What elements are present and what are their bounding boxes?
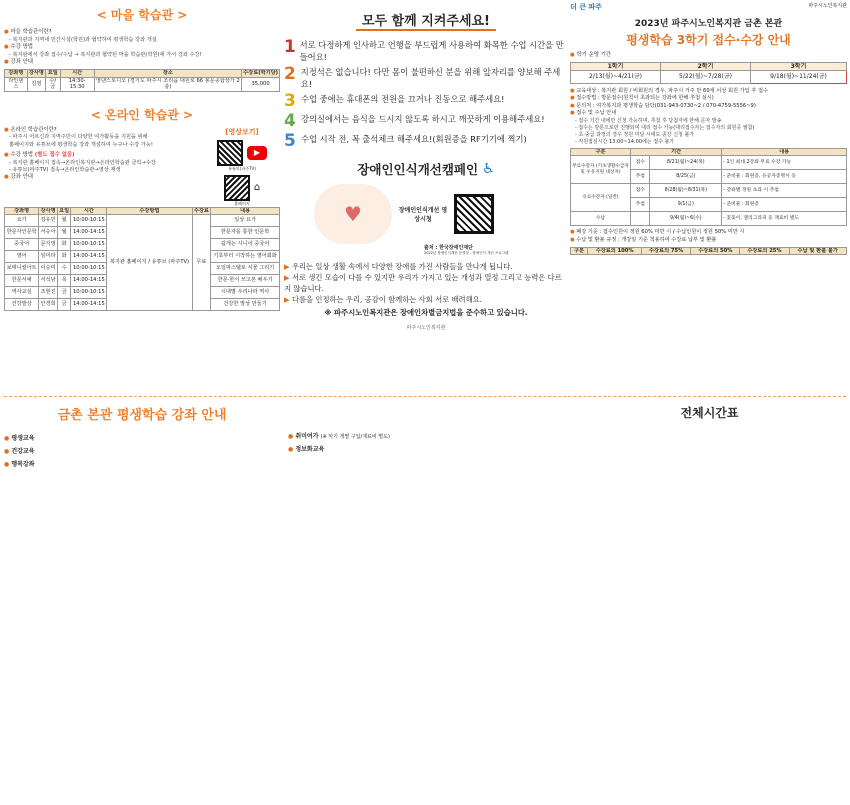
home-icon: ⌂ <box>253 182 261 194</box>
village-table <box>4 69 280 92</box>
campaign-b2: 서로 생긴 모습이 다를 수 있지만 우리가 가지고 있는 개성과 열정 그리고 능력은 다르지 않습니다. <box>284 273 562 293</box>
table-cell: 무료수강자 (기초생활수급자 및 우유지원 대상자) <box>571 156 631 184</box>
notice-l4: 접수 및 수납 안내 <box>576 110 617 117</box>
table-header-cell: 수강료 <box>193 207 209 214</box>
table-cell: - 꽃꽂이, 캘리그라피 등 재료비 별도 <box>722 212 847 226</box>
table-header-row <box>571 247 847 255</box>
rule-number: 4 <box>284 111 296 132</box>
table-cell: 10:00-10:15 <box>71 239 107 251</box>
timetable-title: 전체시간표 <box>680 406 739 420</box>
campaign-source: 출처 : 한국장애인재단 <box>424 245 473 252</box>
table-cell: 한문·한서 쓰고본 배우기 <box>211 275 280 287</box>
table-cell: 2/13(월)~4/21(금) <box>571 71 661 84</box>
table-header-cell: 기간 <box>631 148 722 156</box>
village-title: < 마을 학습관 > <box>96 8 188 22</box>
online-b2s1: - 복지관 홈페이지 접속→온라인복지관→온라인학습관 클릭→수강 <box>9 159 156 166</box>
table-cell: - 준비물 : 회원증, 유공자증명서 등 <box>722 170 847 184</box>
bullet-icon: ● <box>4 59 9 66</box>
cat-2: 건강교육 <box>11 448 35 455</box>
rules-list <box>284 39 568 150</box>
table-cell: 역사교실 <box>5 287 39 299</box>
table-cell: 서승아 <box>39 227 58 239</box>
table-header-cell: 1학기 <box>571 62 661 71</box>
table-cell: 9/1(금) <box>650 198 722 212</box>
table-cell: 문지영 <box>39 239 58 251</box>
table-cell: - 준비물 : 회원증 <box>722 198 847 212</box>
table-cell: 화 <box>57 251 70 263</box>
table-cell: 목 <box>57 275 70 287</box>
table-cell: 화 <box>57 239 70 251</box>
table-cell: 9/18(월)~11/24(금) <box>751 71 847 84</box>
notice-s1: - 접수 기간 내에만 신청 가능하며, 추첨 후 당첨자에 한해 문자 발송 <box>575 117 722 124</box>
table-header-cell: 강사명 <box>28 70 44 77</box>
table-cell: 기초부터 시작하는 영어회화 <box>211 251 280 263</box>
period-label: 학기 운영 기간 <box>576 52 612 58</box>
village-b2s: - 복지관에서 강좌 접수/수납 → 복지관과 협약된 마을 학습관(학원)에 가서 강좌 수강! <box>9 51 202 58</box>
table-cell: 임미라 <box>39 251 58 263</box>
online-b3: 강좌 안내 <box>10 174 33 181</box>
table-cell: 한문서예 <box>5 275 39 287</box>
table-cell: 추첨 <box>631 170 650 184</box>
qr1-label: 유튜브(파주TV) <box>228 165 256 171</box>
table-cell: 월 <box>57 215 70 227</box>
cat-4: 취미여가 <box>295 433 319 440</box>
notice-l2: 접수방법 : 방문접수(원칙이 초과되는 강좌에 한해 추첨 실시) <box>576 95 714 102</box>
table-cell: 월 <box>57 227 70 239</box>
table-cell: 건강한 발상 만들기 <box>211 299 280 311</box>
table-header-cell: 수강방법 <box>107 207 192 215</box>
table-header-cell: 장소 <box>94 70 241 78</box>
table-cell: 10:00-10:15 <box>71 287 107 299</box>
video-label: [영상보기] <box>225 127 259 136</box>
divider <box>4 396 846 397</box>
campaign-src2: 2022년 장애인식개선 동영상 - 장애인식 개선 프로그램 <box>424 251 509 256</box>
table-cell: 복지관 홈페이지 / 유튜브 (파주TV) <box>107 215 192 311</box>
youtube-icon[interactable]: ▶ <box>247 146 267 160</box>
notice-s2: - 접수는 방문으로만 진행되며 대리 접수 가능(대리접수자는 접수자의 회원증 필참) <box>575 124 755 131</box>
table-cell: 조현진 <box>39 287 58 299</box>
rule-text: 서로 다정하게 인사하고 언행을 부드럽게 사용하여 화목한 수업 시간을 만들어요! <box>299 40 564 63</box>
people-illustration: ♥ <box>314 184 392 244</box>
table-cell: 중국어 <box>5 239 39 251</box>
table-header-cell: 구분 <box>571 148 631 156</box>
notice-l5: 폐강 기준 : 접수인원이 정원 60% 미만 시 / 수납인원이 정원 50% 미만 시 <box>576 229 745 236</box>
table-cell: 쉽게는 시니어 중국어 <box>211 239 280 251</box>
table-cell: 14:00-14:15 <box>71 299 107 311</box>
panel-timetable <box>572 400 847 802</box>
table-cell: 서석남 <box>39 275 58 287</box>
table-header-cell: 내용 <box>722 148 847 156</box>
refund-table <box>570 247 847 256</box>
table-cell: 금 <box>57 299 70 311</box>
table-header-row <box>5 207 280 215</box>
city-logo: 더 큰 파주 <box>570 3 602 11</box>
campaign-b1: 우리는 일상 생활 속에서 다양한 장애를 가진 사람들을 만나게 됩니다. <box>291 262 513 272</box>
table-cell: 추첨 <box>631 198 650 212</box>
village-b1: 마을 학습관이란? <box>10 29 52 35</box>
wheelchair-icon: ♿ <box>482 161 495 178</box>
table-header-cell: 시간 <box>60 70 94 78</box>
table-header-cell: 수강료(학기당) <box>243 70 278 77</box>
online-b2: 수강 방법 <box>10 151 33 158</box>
notice-title2: 평생학습 3학기 접수·수강 안내 <box>626 33 791 47</box>
table-header-cell: 3학기 <box>751 62 847 71</box>
table-cell: 접수 <box>631 156 650 170</box>
table-header-cell: 요일 <box>45 70 60 78</box>
table-cell: 8/21(월)~24(목) <box>650 156 722 170</box>
table-cell: 요가 <box>5 215 39 227</box>
table-cell: 35,000 <box>242 77 280 91</box>
rule-number: 3 <box>284 91 296 112</box>
table-cell: 일상 요가 <box>211 215 280 227</box>
rule-item <box>284 93 568 110</box>
rule-item <box>284 39 568 63</box>
table-header-cell: 요일 <box>59 207 70 214</box>
bullet-icon: ● <box>4 44 9 51</box>
online-b1s1: - 파주시 어르신과 지역주민이 다양한 여가활동을 지원을 위해 <box>9 134 148 141</box>
table-cell: 오일파스텔로 식물 그리기 <box>211 263 280 275</box>
rule-item <box>284 133 568 150</box>
table-cell: 8/25(금) <box>650 170 722 184</box>
table-cell: - 1인 최대 2강좌 무료 수강 가능 <box>722 156 847 170</box>
table-cell: 14:00-14:15 <box>71 275 107 287</box>
table-cell <box>631 212 650 226</box>
table-cell: 라인댄스 <box>5 77 28 91</box>
table-header-cell: 강사명 <box>40 207 56 214</box>
rule-item <box>284 66 568 90</box>
table-cell: 한문자인문학 <box>5 227 39 239</box>
table-header-cell: 내용 <box>211 207 280 215</box>
rule-text: 수업 중에는 휴대폰의 전원을 끄거나 진동으로 해주세요! <box>301 94 505 105</box>
table-row <box>5 215 280 227</box>
main-title: 금촌 본관 평생학습 강좌 안내 <box>57 408 227 423</box>
semester-table <box>570 62 847 84</box>
campaign-note: ※ 파주시노인복지관은 장애인차별금지법을 준수하고 있습니다. <box>324 307 528 317</box>
table-header-cell: 수강료의 100% <box>588 247 642 255</box>
table-cell: 접수 <box>631 184 650 198</box>
table-cell: 수 <box>57 263 70 275</box>
brand-logo: 파주시노인복지관 <box>808 3 847 9</box>
online-table <box>4 207 280 312</box>
table-cell: 10:00-10:15 <box>71 263 107 275</box>
table-header-cell: 수납 및 환불 불가 <box>789 247 846 255</box>
table-cell: 수/금 <box>45 77 60 91</box>
campaign-b3: 다름을 인정하는 우리, 공감이 함께하는 사회 서로 배려해요. <box>291 294 482 304</box>
table-cell: 이승미 <box>39 263 58 275</box>
campaign-logo: 파주시노인복지관 <box>406 324 446 331</box>
notice-l1: 교육대상 : 복지관 회원 / 비회원의 경우, 파주시 거주 만 60세 이상 회원 가입 후 접수 <box>576 87 769 94</box>
table-cell: 14:00-14:15 <box>71 251 107 263</box>
campaign-video-label: 장애인인식개선 영상시청 <box>398 207 448 224</box>
table-header-cell: 수강료의 25% <box>740 247 789 255</box>
cat-1: 평생교육 <box>11 435 35 442</box>
rule-item <box>284 113 568 130</box>
table-cell: 8/28(월)~8/31(목) <box>650 184 722 198</box>
table-cell: 14:30-15:30 <box>60 77 94 91</box>
table-cell: 5/22(월)~7/28(금) <box>661 71 751 84</box>
table-header-cell: 시간 <box>71 207 107 215</box>
notice-s4: - 직원접심시간 13:00~14:00에는 접수 불가 <box>575 138 675 145</box>
table-cell: 영댄스토디오 (경기도 파주시 조리읍 대원로 66 봉운종합상가 2층) <box>96 77 240 91</box>
table-header-cell: 강좌명 <box>5 70 28 78</box>
table-cell: 건강발상 <box>5 299 39 311</box>
registration-table <box>570 148 847 227</box>
table-header-row <box>5 70 280 78</box>
rule-number: 5 <box>284 131 296 152</box>
qr-code-icon[interactable] <box>217 140 243 166</box>
cat-4-note: (※ 악기 개별 구입/재료비 별도) <box>320 434 390 440</box>
notice-l3: 문의처 : 여가복지과 평생학습 담당(031-943-0730~2 / 070-4759-5556~9) <box>576 102 756 109</box>
notice-l6: 수납 및 환불 규정 : 개강일 기준 적용하여 수강료 납부 및 환불 <box>576 236 717 243</box>
table-header-cell: 구분 <box>571 247 588 255</box>
table-cell: 김영 <box>27 77 45 91</box>
table-cell: 영어 <box>5 251 39 263</box>
village-b1s: - 복지관과 지역내 민간시설(학원)과 협약하여 평생학습 강좌 개설 <box>9 36 157 43</box>
online-b2s2: - 유튜브(파주TV) 접속→온라인학습관→영상 재생 <box>9 167 121 174</box>
table-cell: - 강좌별 정원 초과 시 추첨 <box>722 184 847 198</box>
online-b1: 온라인 학습관이란? <box>10 126 57 133</box>
table-cell: 9/4(월)~6(수) <box>650 212 722 226</box>
qr2-label: 홈페이지 <box>234 200 250 206</box>
notice-s3: - 초·중급 과정의 경우 정원 미달 시에도 종강 신청 불가 <box>575 131 695 138</box>
table-cell: 14:00-14:15 <box>71 227 107 239</box>
rule-text: 수업 시작 전, 꼭 출석체크 해주세요!(회원증을 RF기기에 찍기) <box>301 134 527 145</box>
table-cell: 안경희 <box>39 299 58 311</box>
qr-code-icon[interactable] <box>224 175 250 201</box>
bullet-icon: ● <box>4 29 9 35</box>
table-cell: 김유민 <box>39 215 58 227</box>
cat-5: 정보화교육 <box>295 446 325 453</box>
village-b2: 수강 방법 <box>10 44 33 51</box>
table-cell: 금 <box>57 287 70 299</box>
rules-title: 모두 함께 지켜주세요! <box>356 14 496 31</box>
table-row <box>5 77 280 91</box>
table-header-cell: 강좌명 <box>5 207 39 215</box>
rule-text: 강의실에서는 음식을 드시지 않도록 하시고 깨끗하게 이용해주세요! <box>301 114 545 125</box>
table-cell: 보태니컬아트 <box>5 263 39 275</box>
rule-number: 1 <box>284 37 296 57</box>
panel-village-online: < 마을 학습관 > ● 마을 학습관이란? - 복지관과 지역내 민간시설(학원)과 협약하여 평생학습 강좌 개설 ● 수강 방법 - 복지관에서 강좌 접수/수납 → 복지관과 협약된 마을 학습관(학원)에 가서 강좌 수강! ● 강좌 안내 강좌명 강사명 요일 시간 장소 수강료(학기당) 라인댄스 김영 수/금 14:30-15:30 영댄스토디오 (경기도 파주시 조리읍 대원로 66 봉운종합상가 2층) 35,000 < 온라인 학습관 > [영상보기] ▶ 유튜브(파주TV) ⌂ 홈페이지 ● 온라인 학습관이란? - 파주시 어르신과 지역주민이 다양한 여가활동을 지원을 위해 홈페이지와 유튜브에 평생학습 강좌 개설하여 누구나 수강 가능! ● 수강 방법 (별도 접수 없음) - 복지관 홈페이지 접속→온라인복지관→온라인학습관 클릭→수강 - 유튜브(파주TV) 접속→온라인학습관→영상 재생 ● 강좌 안내 강좌명 강사명 요일 시간 수강방법 수강료 내용 요가 김유민 월 10:00-10:15 복지관 홈페이지 / 유튜브 (파주TV) 무료 일상 요가 한문자인문학 서승아 월 14:00-14:15 한문자를 통한 인문학 중국어 문지영 화 10:00-10:15 쉽게는 시니어 중국어 영어 임미라 화 14:00-14:15 기초부터 시작하는 영어회화 보태니컬아트 이승미 수 10:00-10:15 오일파스텔로 식물 그리기 한문서예 서석남 목 14:00-14:15 한문·한서 쓰고본 배우기 역사교실 조현진 금 10:00-10:15 시대별 우리나라 역사 건강발상 안경희 금 14:00-14:15 건강한 발상 만들기 <box>4 4 280 392</box>
table-cell: 한문자를 통한 인문학 <box>211 227 280 239</box>
table-header-cell: 2학기 <box>661 62 751 71</box>
qr-code-icon[interactable] <box>454 194 494 234</box>
panel-notice: 더 큰 파주 파주시노인복지관 2023년 파주시노인복지관 금촌 본관 평생학습 3학기 접수·수강 안내 ● 학기 운영 기간 1학기 2학기 3학기 2/13(월)~4/21(금) 5/22(월)~7/28(금) 9/18(월)~11/24(금) ● 교육대상 : 복지관 회원 / 비회원의 경우, 파주시 거주 만 60세 이상 회원 가입 후 접수 ● 접수방법 : 방문접수(원칙이 초과되는 강좌에 한해 추첨 실시) ● 문의처 : 여가복지과 평생학습 담당(031-943-0730~2 / 070-4759-5556~9) ● 접수 및 수납 안내 - 접수 기간 내에만 신청 가능하며, 추첨 후 당첨자에 한해 문자 발송 - 접수는 방문으로만 진행되며 대리 접수 가능(대리접수자는 접수자의 회원증 필참) - 초·중급 과정의 경우 정원 미달 시에도 종강 신청 불가 - 직원접심시간 13:00~14:00에는 접수 불가 구분 기간 내용 무료수강자 (기초생활수급자 및 우유지원 대상자) 접수 8/21(월)~24(목) - 1인 최대 2강좌 무료 수강 가능 추첨 8/25(금) - 준비물 : 회원증, 유공자증명서 등 유료수강자 (일반) 접수 8/28(월)~8/31(목) - 강좌별 정원 초과 시 추첨 추첨 9/1(금) - 준비물 : 회원증 수납 9/4(월)~6(수) - 꽃꽂이, 캘리그라피 등 재료비 별도 ● 폐강 기준 : 접수인원이 정원 60% 미만 시 / 수납인원이 정원 50% 미만 시 ● 수납 및 환불 규정 : 개강일 기준 적용하여 수강료 납부 및 환불 구분 수강료의 100% 수강료의 75% 수강료의 50% 수강료의 25% 수납 및 환불 불가 <box>570 3 847 254</box>
cat-3: 행복강좌 <box>11 461 35 468</box>
table-cell: 10:00-10:15 <box>71 215 107 227</box>
table-cell: 시대별 우리나라 역사 <box>211 287 280 299</box>
village-b3: 강좌 안내 <box>10 59 33 66</box>
online-b1s2: 홈페이지와 유튜브에 평생학습 강좌 개설하여 누구나 수강 가능! <box>9 141 153 148</box>
rule-text: 지정석은 없습니다! 다만 몸이 불편하신 분을 위해 앞자리를 양보해 주세요! <box>300 67 561 90</box>
online-title: < 온라인 학습관 > <box>90 107 194 122</box>
online-b2-note: (별도 접수 없음) <box>34 151 75 158</box>
panel-rules: 모두 함께 지켜주세요! 1 서로 다정하게 인사하고 언행을 부드럽게 사용하여 화목한 수업 시간을 만들어요! 2 지정석은 없습니다! 다만 몸이 불편하신 분을 위해 앞자리를 양보해 주세요! 3 수업 중에는 휴대폰의 전원을 끄거나 진동으로 해주세요! 4 강의실에서는 음식을 드시지 않도록 하시고 깨끗하게 이용해주세요! 5 수업 시작 전, 꼭 출석체크 해주세요!(회원증을 RF기기에 찍기) 장애인인식개선캠페인 ♿ ♥ 장애인인식개선 영상시청 출처 : 한국장애인재단 2022년 장애인식개선 동영상 - 장애인식 개선 프로그램 ▶ 우리는 일상 생활 속에서 다양한 장애를 가진 사람들을 만나게 됩니다. ▶ 서로 생긴 모습이 다를 수 있지만 우리가 가지고 있는 개성과 열정 그리고 능력은 다르지 않습니다. ▶ 다름을 인정하는 우리, 공감이 함께하는 사회 서로 배려해요. ※ 파주시노인복지관은 장애인차별금지법을 준수하고 있습니다. 파주시노인복지관 <box>284 4 568 392</box>
table-cell: 무료 <box>192 215 211 311</box>
table-cell: 수납 <box>571 212 631 226</box>
rule-number: 2 <box>284 64 296 85</box>
campaign-title: 장애인인식개선캠페인 <box>357 162 479 178</box>
table-cell: 유료수강자 (일반) <box>571 184 631 212</box>
table-header-cell: 수강료의 50% <box>691 247 740 255</box>
panel-courses: 금촌 본관 평생학습 강좌 안내 ● 평생교육 ● 건강교육 ● 행복강좌 ● 취미여가 (※ 악기 개별 구입/재료비 별도) ● 정보화교육 <box>4 400 568 802</box>
table-header-cell: 수강료의 75% <box>642 247 691 255</box>
notice-title1: 2023년 파주시노인복지관 금촌 본관 <box>634 19 783 29</box>
